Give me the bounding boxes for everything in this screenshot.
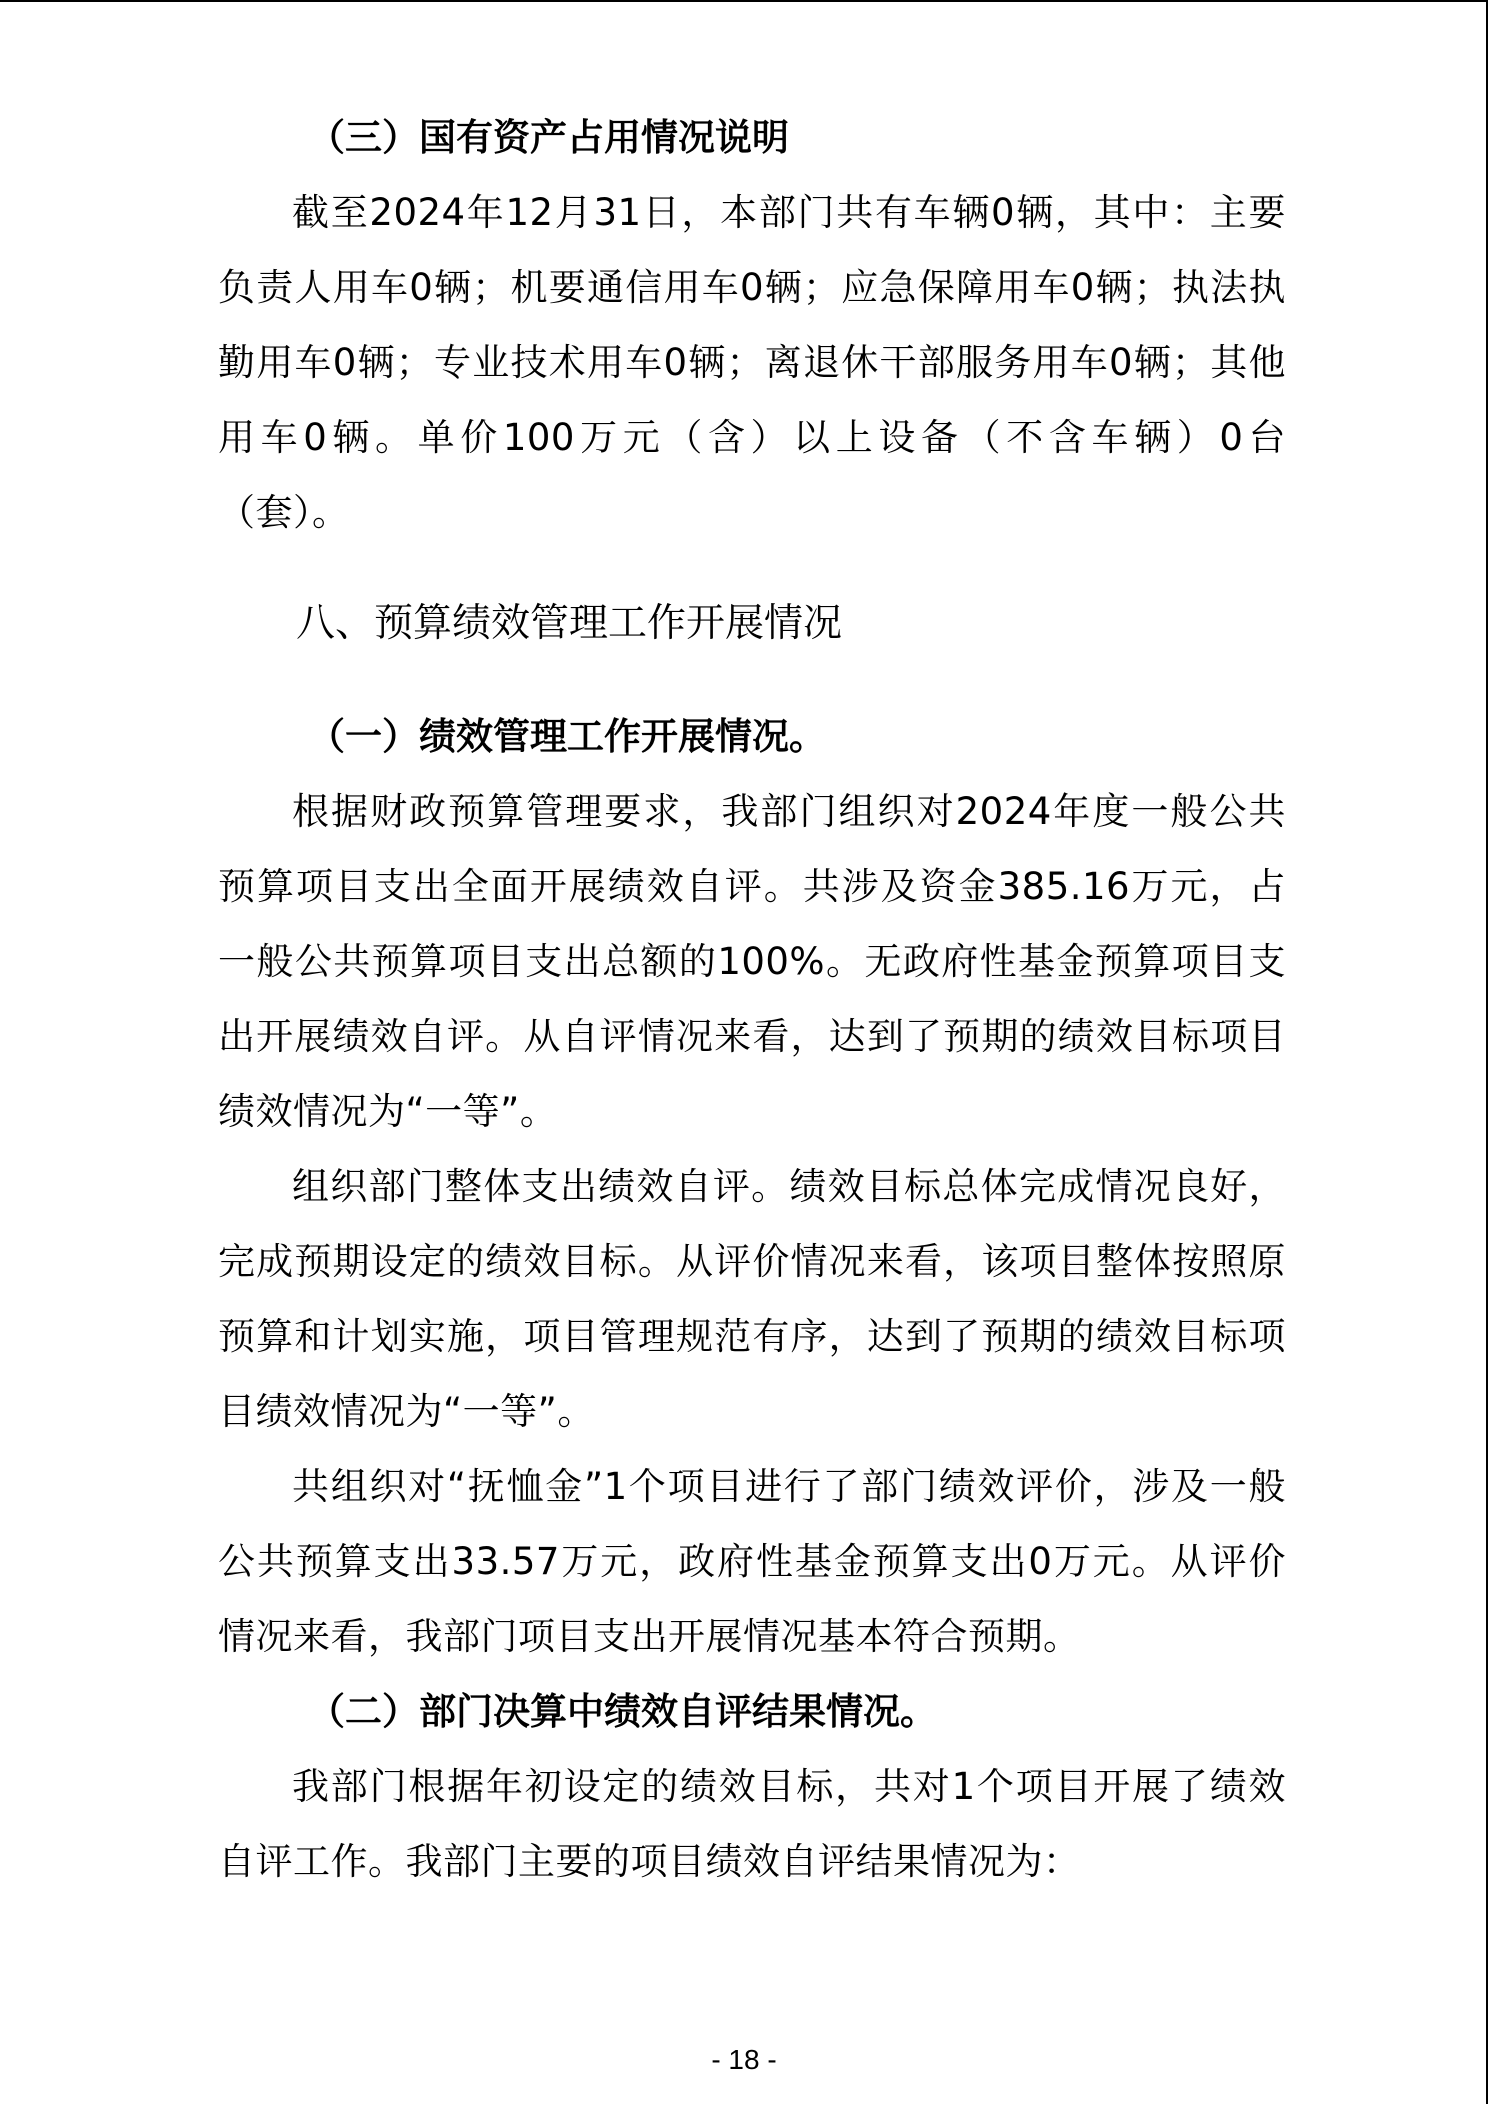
spacer [218,550,1286,586]
spacer [218,661,1286,699]
subsection-1-heading: （一）绩效管理工作开展情况。 [308,715,826,758]
subsection-1-paragraph-2: 组织部门整体支出绩效自评。绩效目标总体完成情况良好，完成预期设定的绩效目标。从评价情况来看，该项目整体按照原预算和计划实施，项目管理规范有序，达到了预期的绩效目标项目绩效情况为“一等”。 [218,1165,1286,1433]
page-border-top [0,0,1488,2]
section-3-heading: （三）国有资产占用情况说明 [308,116,789,159]
section-3-paragraph: 截至2024年12月31日，本部门共有车辆0辆，其中：主要负责人用车0辆；机要通信用车0辆；应急保障用车0辆；执法执勤用车0辆；专业技术用车0辆；离退休干部服务用车0辆；其他用车0辆。单价100万元（含）以上设备（不含车辆）0台（套）。 [218,191,1286,534]
subsection-2-paragraph-1: 我部门根据年初设定的绩效目标，共对1个项目开展了绩效自评工作。我部门主要的项目绩效自评结果情况为： [218,1765,1286,1883]
document-body [218,100,1286,1899]
subsection-1-paragraph-3: 共组织对“抚恤金”1个项目进行了部门绩效评价，涉及一般公共预算支出33.57万元，政府性基金预算支出0万元。从评价情况来看，我部门项目支出开展情况基本符合预期。 [218,1465,1286,1658]
page-number: - 18 - [711,2044,777,2075]
subsection-2-heading: （二）部门决算中绩效自评结果情况。 [308,1690,937,1733]
subsection-1-paragraph-1: 根据财政预算管理要求，我部门组织对2024年度一般公共预算项目支出全面开展绩效自评。共涉及资金385.16万元，占一般公共预算项目支出总额的100%。无政府性基金预算项目支出开展绩效自评。从自评情况来看，达到了预期的绩效目标项目绩效情况为“一等”。 [218,790,1286,1133]
section-8-heading: 八、预算绩效管理工作开展情况 [296,601,843,646]
